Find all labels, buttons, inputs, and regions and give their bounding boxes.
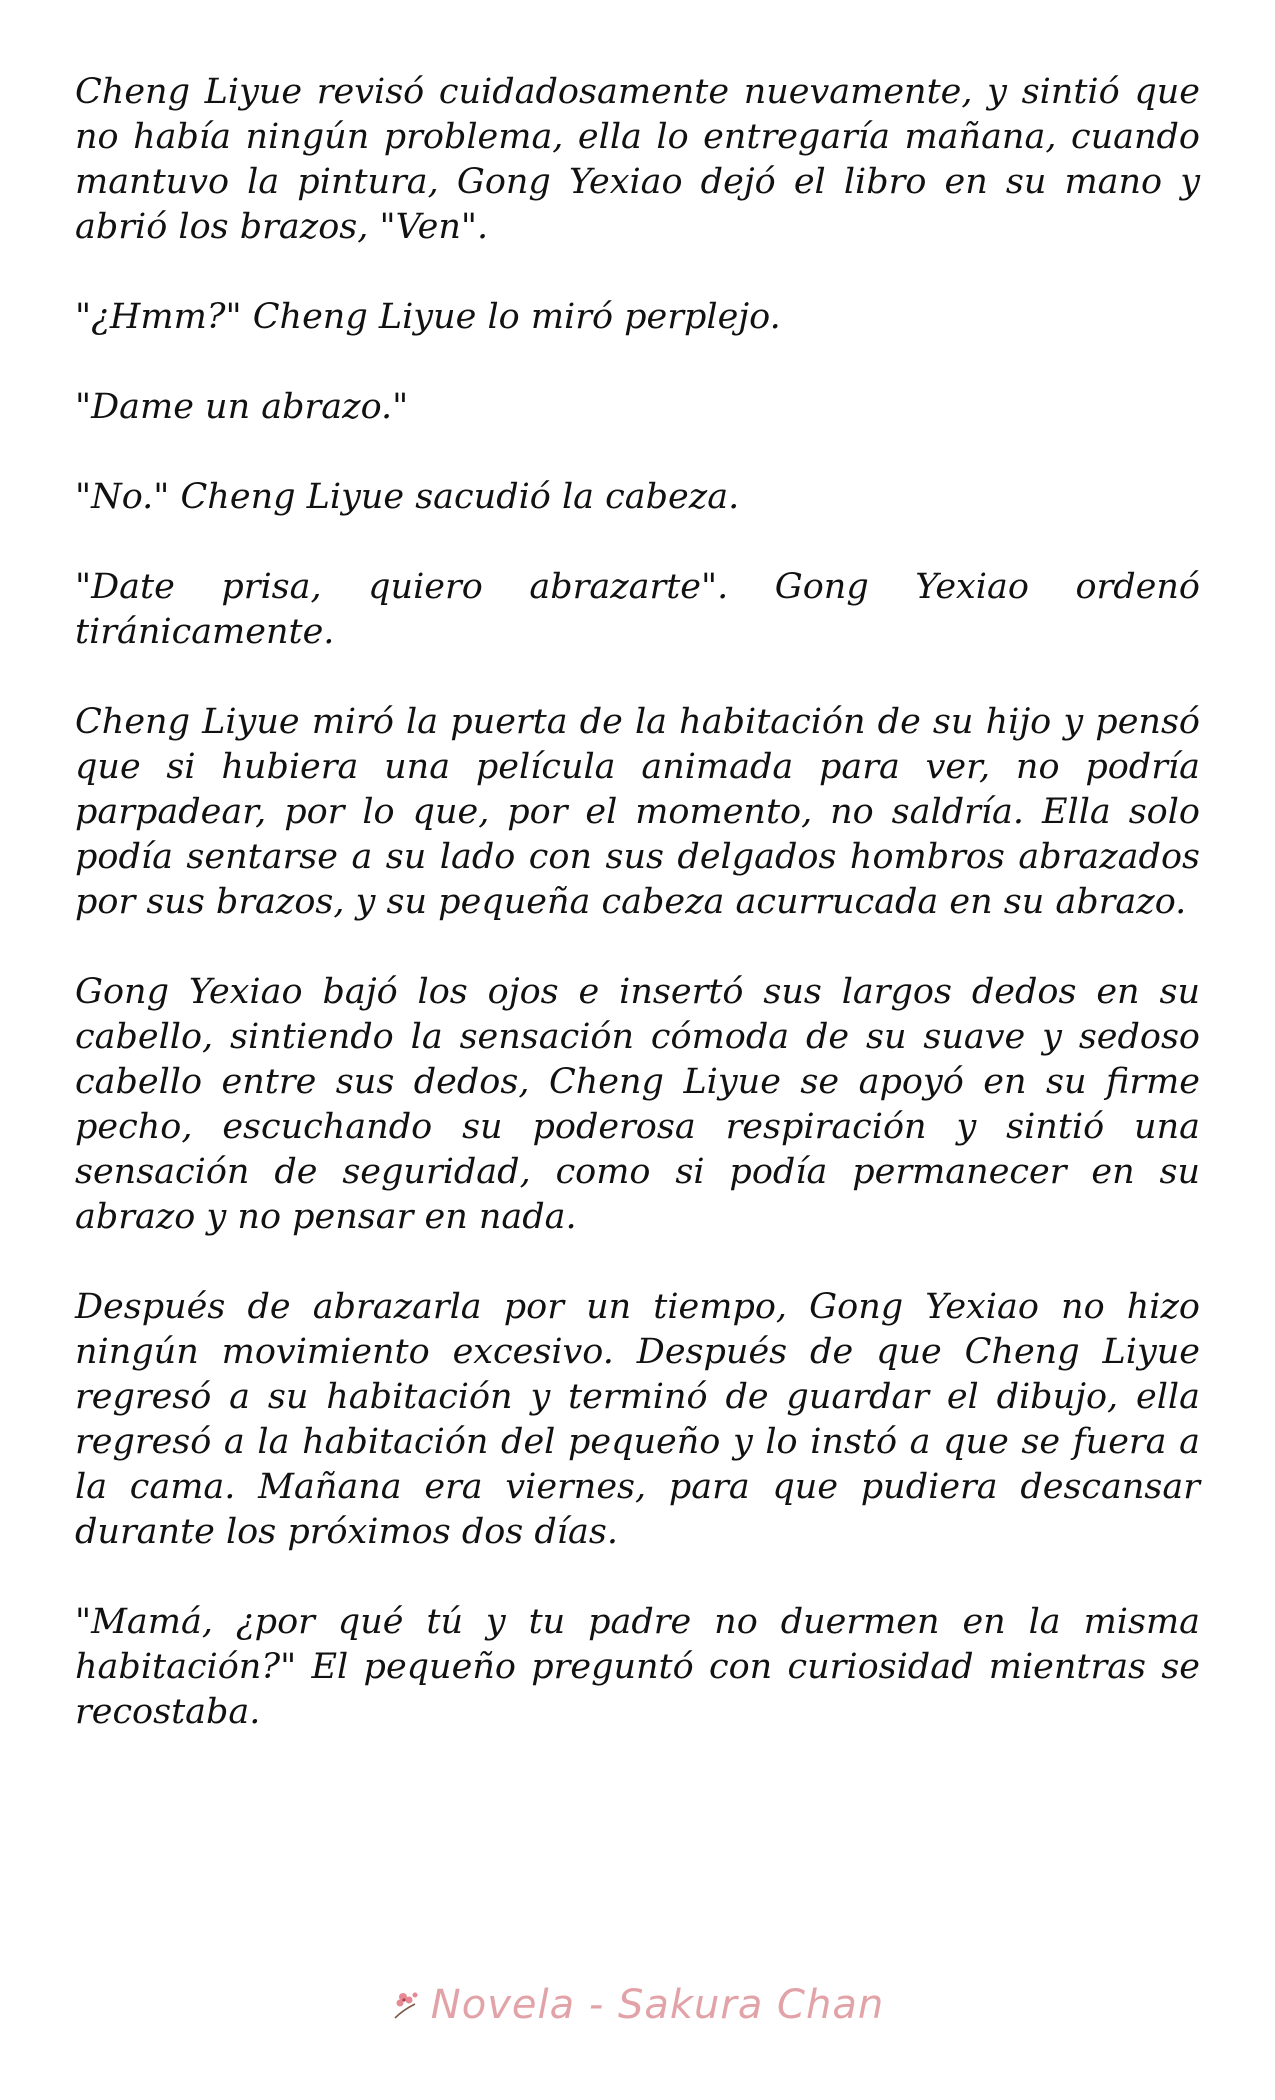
paragraph: Gong Yexiao bajó los ojos e insertó sus largos dedos en su cabello, sintiendo la sensación cómoda de su suave y sedoso cabello entre sus dedos, Cheng Liyue se apoyó en su firme pecho, escuchando su poderosa respiración y sintió una sensación de seguridad, como si podía permanecer en su abrazo y no pensar en nada. xyxy=(75,972,1200,1237)
sakura-flower-icon xyxy=(391,1986,425,2020)
paragraph: "No." Cheng Liyue sacudió la cabeza. xyxy=(75,477,740,517)
paragraph: "Date prisa, quiero abrazarte". Gong Yexiao ordenó tiránicamente. xyxy=(75,567,1200,652)
paragraph: "¿Hmm?" Cheng Liyue lo miró perplejo. xyxy=(75,297,781,337)
paragraph: Cheng Liyue revisó cuidadosamente nuevamente, y sintió que no había ningún problema, ella lo entregaría mañana, cuando mantuvo la pintura, Gong Yexiao dejó el libro en su mano y abrió los brazos, "Ven". xyxy=(75,72,1200,247)
paragraph: "Dame un abrazo." xyxy=(75,387,409,427)
paragraph: Después de abrazarla por un tiempo, Gong Yexiao no hizo ningún movimiento excesivo. Después de que Cheng Liyue regresó a su habitación y terminó de guardar el dibujo, ella regresó a la habitación del pequeño y lo instó a que se fuera a la cama. Mañana era viernes, para que pudiera descansar durante los próximos dos días. xyxy=(75,1287,1200,1552)
watermark-text: Novela - Sakura Chan xyxy=(430,1982,885,2028)
paragraph: "Mamá, ¿por qué tú y tu padre no duermen en la misma habitación?" El pequeño preguntó con curiosidad mientras se recostaba. xyxy=(75,1602,1200,1732)
watermark xyxy=(0,1982,1275,2028)
paragraph: Cheng Liyue miró la puerta de la habitación de su hijo y pensó que si hubiera una película animada para ver, no podría parpadear, por lo que, por el momento, no saldría. Ella solo podía sentarse a su lado con sus delgados hombros abrazados por sus brazos, y su pequeña cabeza acurrucada en su abrazo. xyxy=(75,702,1200,922)
document-body xyxy=(75,70,1200,1780)
